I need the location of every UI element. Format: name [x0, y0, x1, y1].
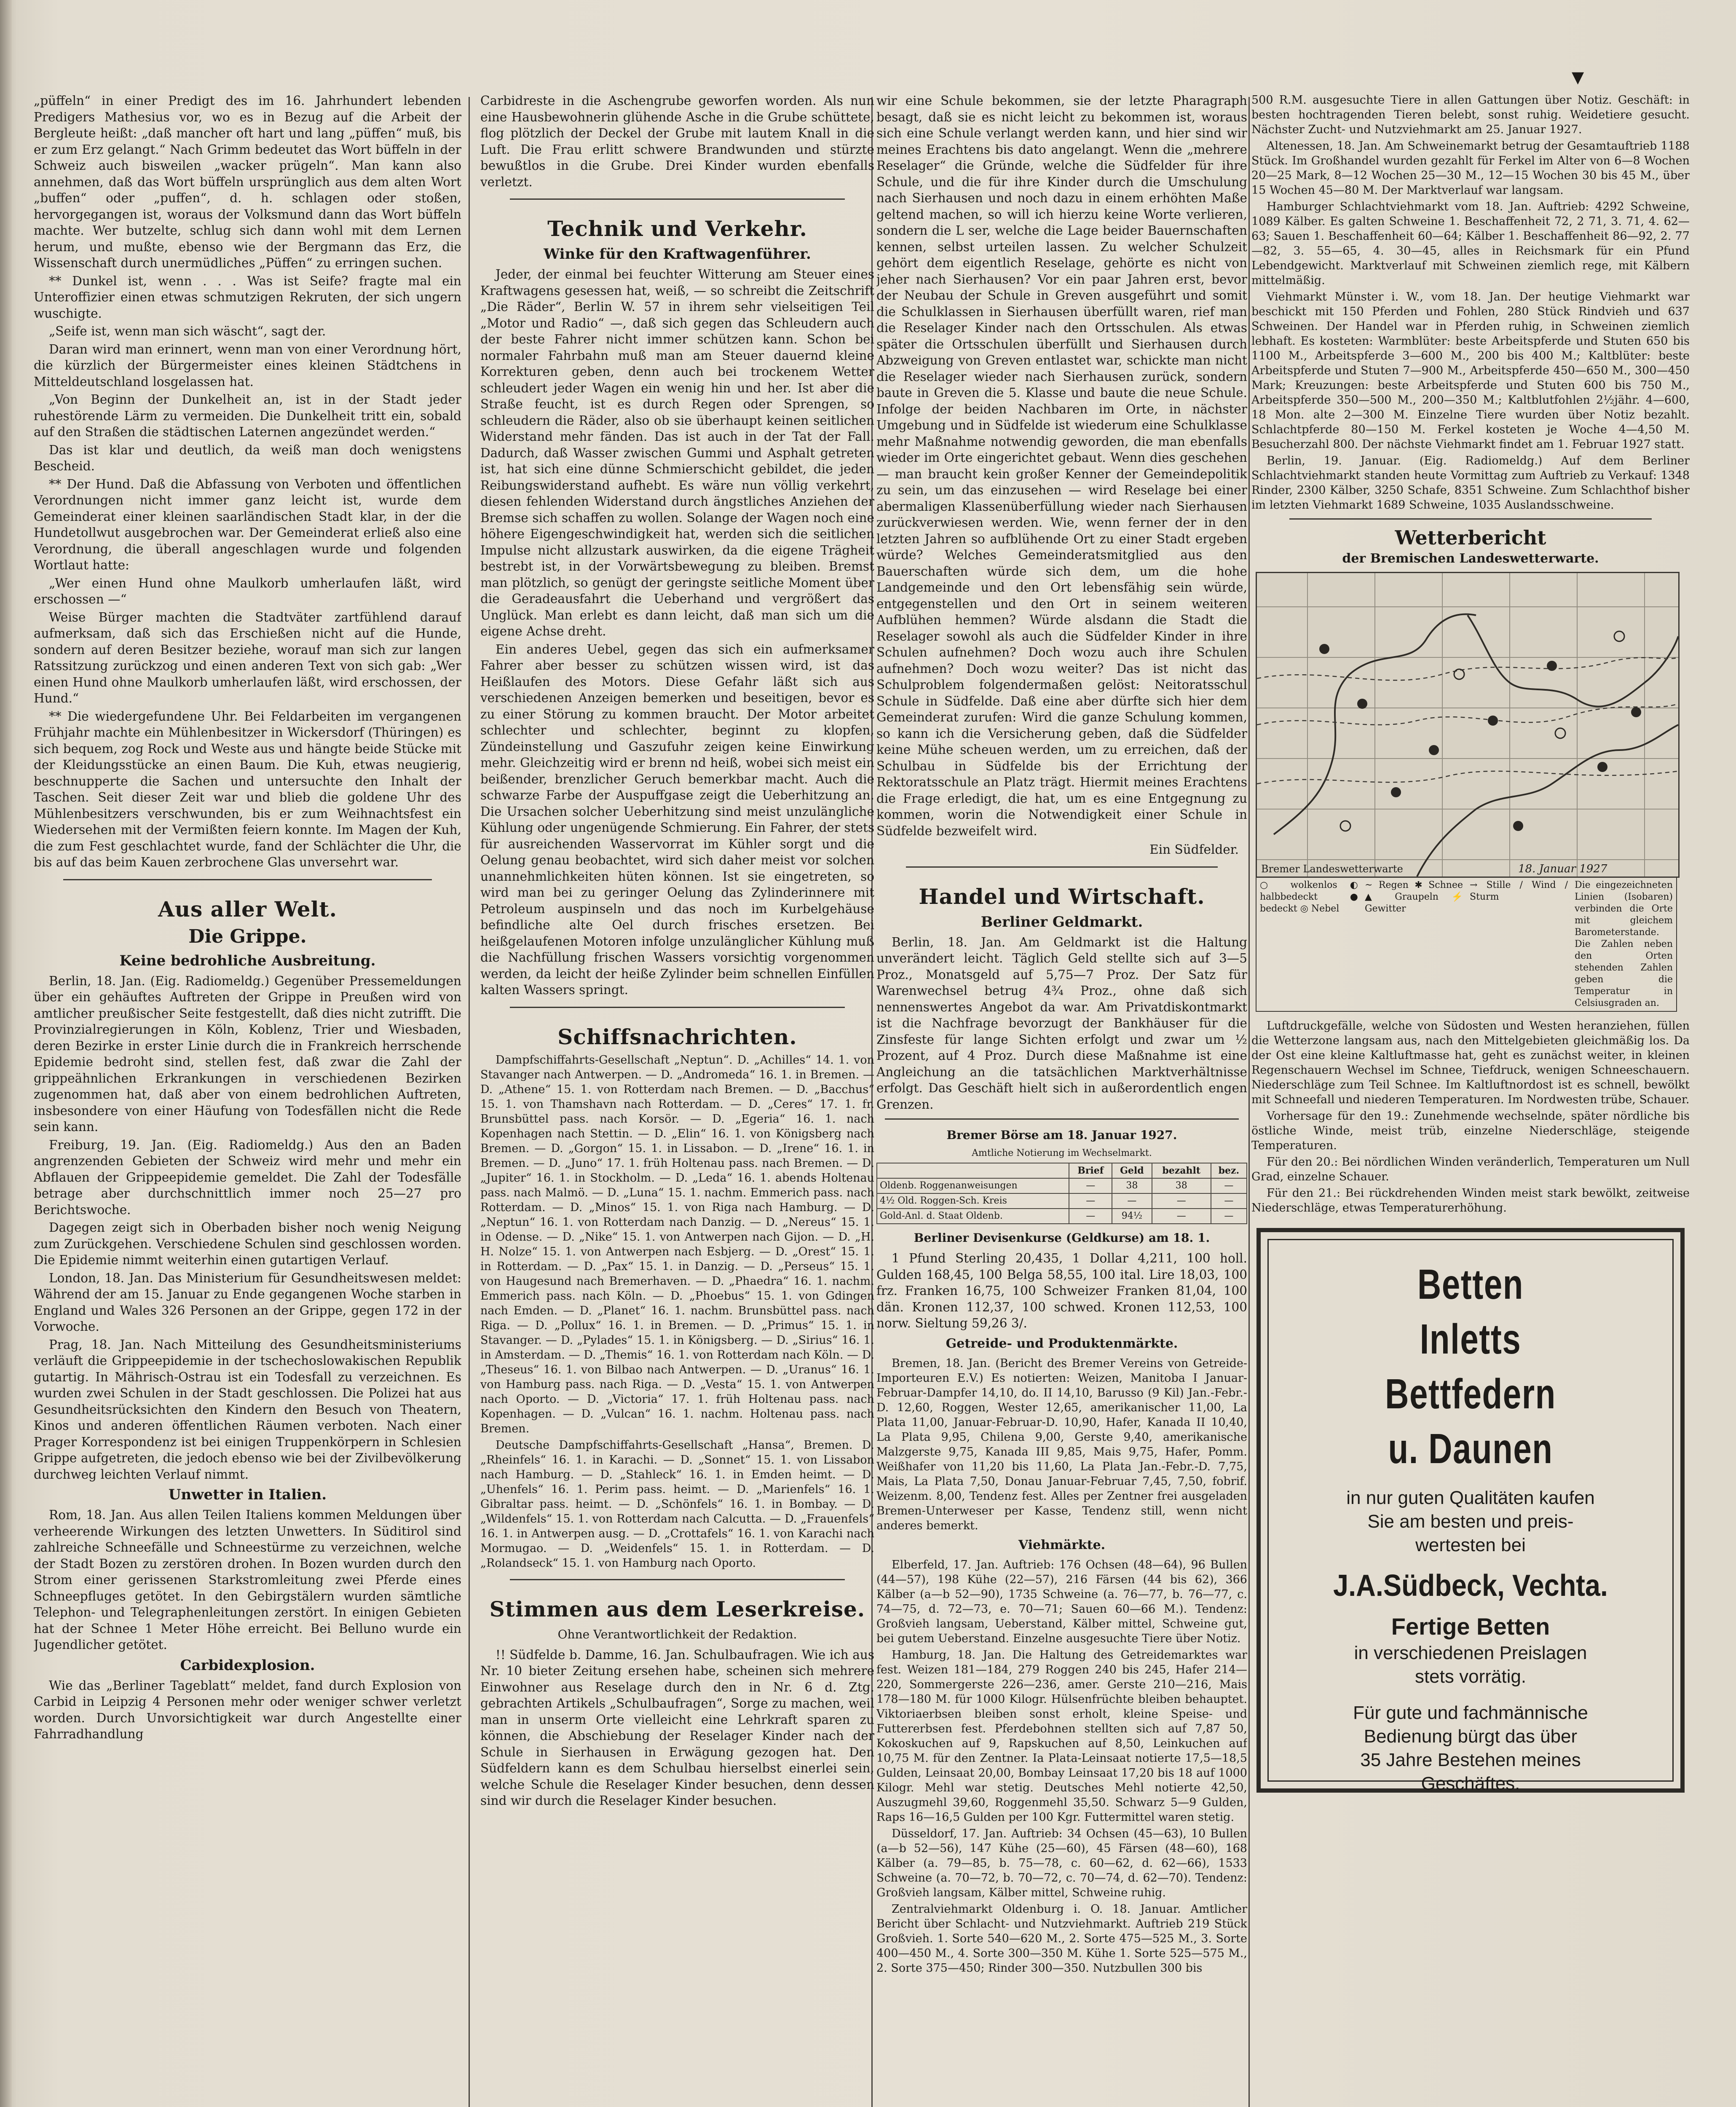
column-2: [480, 93, 874, 2107]
column-4: [1251, 93, 1690, 2107]
table-cell: 4½ Old. Roggen-Sch. Kreis: [877, 1193, 1069, 1209]
article-paragraph: Düsseldorf, 17. Jan. Auftrieb: 34 Ochsen (45—63), 10 Bullen (a—b 52—56), 147 Kühe (25—60), 45 Färsen (48—60), 168 Kälber (a. 79—85, b. 75—78, c. 60—62, d. 62—66), 1533 Schweine (a. 70—72, b. 70—72, c. 70—74, d. 62—70). Tendenz: Großvieh langsam, Kälber mittel, Schweine ruhig.: [876, 1827, 1247, 1899]
table-header: bez.: [1211, 1163, 1247, 1178]
table-note: Amtliche Notierung im Wechselmarkt.: [972, 1148, 1152, 1158]
article-heading: Berliner Geldmarkt.: [981, 913, 1143, 930]
article-paragraph: 500 R.M. ausgesuchte Tiere in allen Gattungen über Notiz. Geschäft: in besten hochtragenden Tieren belebt, sonst ruhig. Weidetiere gesucht. Nächster Zucht- und Nutzviehmarkt am 25. Januar 1927.: [1251, 94, 1690, 136]
legend-entry: Die eingezeichneten Linien (Isobaren) verbinden die Orte mit gleichem Barometerstande. Die Zahlen neben den Orten stehenden Zahlen geben die Temperatur in Celsiusgraden an.: [1575, 880, 1673, 1008]
article-paragraph: Luftdruckgefälle, welche von Südosten und Westen heranziehen, füllen die Wetterzone langsam aus, nach den Mittelgebieten gleichmäßig los. Da der Ost eine kleine Kaltluftmasse hat, geht es zunächst weiter, in kleinen Regenschauern Wechsel im Schnee, Tiefdruck, wenigen Schneeschauern. Niederschläge zum Teil Schnee. Im Kaltluftnordost ist es schnell, bewölkt mit Schneefall und niederen Temperaturen. Im Nordwesten trübe, Schauer.: [1251, 1019, 1690, 1106]
table-cell: 38: [1152, 1178, 1211, 1193]
table-title: Bremer Börse am 18. Januar 1927.: [946, 1128, 1177, 1142]
table-header: Brief: [1069, 1163, 1112, 1178]
article-paragraph: Freiburg, 19. Jan. (Eig. Radiomeldg.) Aus den an Baden angrenzenden Gebieten der Schweiz wird mehr und mehr ein Abflauen der Grippeepidemie gemeldet. Die Zahl der Todesfälle betrage aber durchschnittlich immer noch 25—27 pro Berichtswoche.: [34, 1137, 461, 1217]
column-3: [876, 93, 1247, 2107]
table-cell: Gold-Anl. d. Staat Oldenb.: [877, 1209, 1069, 1224]
column-rule: [1248, 97, 1250, 2107]
article-paragraph: 1 Pfund Sterling 20,435, 1 Dollar 4,211, 100 holl. Gulden 168,45, 100 Belga 58,55, 100 ital. Lire 18,03, 100 frz. Franken 16,75, 100 Schweizer Franken 81,04, 100 dän. Kronen 112,37, 100 schwed. Kronen 112,53, 100 norw. Sieltung 59,26 3/.: [876, 1251, 1247, 1330]
page-mark: ▼: [1572, 67, 1584, 86]
section-heading: Handel und Wirtschaft.: [919, 884, 1205, 909]
table-header: Geld: [1112, 1163, 1152, 1178]
section-heading: Schiffsnachrichten.: [557, 1024, 797, 1049]
section-divider: [885, 1118, 1239, 1120]
article-paragraph: „Von Beginn der Dunkelheit an, ist in der Stadt jeder ruhestörende Lärm zu vermeiden. Die Dunkelheit tritt ein, sobald auf den Straßen die städtischen Laternen angezündet werden.“: [34, 392, 461, 439]
article-subheading: Winke für den Kraftwagenführer.: [544, 246, 811, 263]
column-rule: [469, 97, 470, 2107]
table-cell: —: [1211, 1209, 1247, 1224]
article-paragraph: London, 18. Jan. Das Ministerium für Gesundheitswesen meldet: Während der am 15. Januar zu Ende gegangenen Woche starben in England und Wales 326 Personen an der Grippe, gegen 172 in der Vorwoche.: [34, 1271, 461, 1334]
boerse-table: [876, 1163, 1247, 1224]
weather-subtitle: der Bremischen Landeswetterwarte.: [1342, 551, 1599, 566]
article-heading: Carbidexplosion.: [180, 1657, 315, 1674]
ad-text: in nur guten Qualitäten kaufen: [1346, 1488, 1595, 1508]
ad-text: in verschiedenen Preislagen: [1354, 1643, 1587, 1663]
article-heading: Getreide- und Produktenmärkte.: [946, 1336, 1178, 1351]
table-cell: —: [1211, 1178, 1247, 1193]
article-paragraph: Rom, 18. Jan. Aus allen Teilen Italiens kommen Meldungen über verheerende Wirkungen des letzten Unwetters. In Süditirol sind zahlreiche Schneefälle und Schneestürme zu verzeichnen, welche der Stadt Bozen zu zerstören drohen. In Bozen wurden durch den Strom einer gerissenen Starkstromleitung zwei Pferde eines Schneepfluges getötet. In den Gebirgstälern wurden sämtliche Telephon- und Telegraphenleitungen zerstört. In einigen Gebieten hat der Schnee 1 Meter Höhe erreicht. Bei Belluno wurde ein Jugendlicher getötet.: [34, 1508, 461, 1652]
table-cell: —: [1152, 1193, 1211, 1209]
section-divider: [510, 1007, 845, 1008]
article-paragraph: Hamburger Schlachtviehmarkt vom 18. Jan. Auftrieb: 4292 Schweine, 1089 Kälber. Es galten Schweine 1. Beschaffenheit 72, 2 71, 3. 71, 4. 62—63; Sauen 1. Beschaffenheit 60—64; Kälber 1. Beschaffenheit 86—92, 2. 77—82, 3. 55—65, 4. 30—45, alles in Reichsmark für ein Pfund Lebendgewicht. Marktverlauf mit Schweinen ziemlich rege, mit Kälbern mittelmäßig.: [1251, 200, 1690, 287]
table-cell: —: [1069, 1193, 1112, 1209]
article-paragraph: Berlin, 18. Jan. (Eig. Radiomeldg.) Gegenüber Pressemeldungen über ein gehäuftes Auftreten der Grippe in Preußen wird von amtlicher preußischer Seite festgestellt, daß dies nicht zutrifft. Die Provinzialregierungen in Köln, Koblenz, Trier und Wiesbaden, deren Bezirke in erster Linie durch die in Frankreich herrschende Epidemie bedroht sind, stellen fest, daß zwar die Zahl der grippeähnlichen Erkrankungen in verschiedenen Bezirken zugenommen hat, daß aber von einem bedrohlichen Auftreten, insbesondere von einer Häufung von Todesfällen nicht die Rede sein kann.: [34, 973, 461, 1134]
article-heading: Viehmärkte.: [1018, 1537, 1106, 1552]
table-header-row: [877, 1163, 1247, 1178]
article-paragraph: Dagegen zeigt sich in Oberbaden bisher noch wenig Neigung zum Zurückgehen. Verschiedene Schulen sind geschlossen worden. Die Epidemie nimmt weiterhin einen gutartigen Verlauf.: [34, 1220, 461, 1267]
article-paragraph: Das ist klar und deutlich, da weiß man doch wenigstens Bescheid.: [34, 442, 461, 473]
section-heading: Technik und Verkehr.: [547, 216, 807, 241]
article-paragraph: Hamburg, 18. Jan. Die Haltung des Getreidemarktes war fest. Weizen 181—184, 279 Roggen 240 bis 245, Hafer 214—220, Sommergerste 226—236, amer. Gerste 210—216, Mais 178—180 M. für 1000 Kilogr. Hülsenfrüchte bleiben behauptet. Viktoriaerbsen bleiben sonst erholt, kleine Speise- und Futtererbsen fest. Pferdebohnen stellten sich auf 7,87 50, Kokoskuchen auf 9, Rapskuchen auf 8,50, Leinkuchen auf 10,75 M. für den Zentner. Ia Plata-Leinsaat notierte 17,5—18,5 Gulden, Leinsaat 20,00, Bombay Leinsaat 17,20 bis 18 auf 1000 Kilogr. Mehl war stetig. Deutsches Mehl notierte 42,50, Auszugmehl 39,60, Roggenmehl 35,50. Schwarz 5—9 Gulden, Raps 16—16,5 Gulden per 100 Kgr. Futtermittel waren stetig.: [876, 1648, 1247, 1824]
article-heading: Berliner Devisenkurse (Geldkurse) am 18. 1.: [914, 1231, 1210, 1245]
article-paragraph: „Seife ist, wenn man sich wäscht“, sagt der.: [49, 324, 326, 338]
article-paragraph: ** Der Hund. Daß die Abfassung von Verboten und öffentlichen Verordnungen nicht immer ganz leicht ist, wurde dem Gemeinderat einer kleinen saarländischen Stadt klar, in der die Hundetollwut ausgebrochen war. Der Gemeinderat erließ also eine Verordnung, die überall angeschlagen wurde und folgenden Wortlaut hatte:: [34, 477, 461, 572]
table-cell: —: [1112, 1193, 1152, 1209]
article-subheading: Ohne Verantwortlichkeit der Redaktion.: [557, 1627, 797, 1641]
article-paragraph: ** Die wiedergefundene Uhr. Bei Feldarbeiten im vergangenen Frühjahr machte ein Mühlenbesitzer in Wickersdorf (Thüringen) es sich bequem, zog Rock und Weste aus und hängte beide Stücke mit der Kleidungsstücke an einen Baum. Die Kuh, etwas neugierig, beschnupperte die Sachen und untersuchte den Inhalt der Taschen. Seit dieser Zeit war und blieb die goldene Uhr des Mühlenbesitzers verschwunden, bis er zum Weihnachtsfest ein Wiedersehen mit der Vermißten feiern konnte. Im Magen der Kuh, die zum Fest geschlachtet wurde, fand der Schlächter die Uhr, die bis auf das beim Kauen zerbrochene Glas unversehrt war.: [34, 709, 461, 869]
article-paragraph: Wie das „Berliner Tageblatt“ meldet, fand durch Explosion von Carbid in Leipzig 4 Personen mehr oder weniger schwer verletzt worden. Durch Unvorsichtigkeit war durch Angestellte einer Fahrradhandlung: [34, 1678, 461, 1741]
ad-headline: Inletts: [1420, 1316, 1522, 1363]
section-divider: [510, 1579, 845, 1580]
weather-map: [1256, 572, 1680, 878]
table-cell: —: [1152, 1209, 1211, 1224]
ad-text: Fertige Betten: [1391, 1613, 1550, 1640]
table-row: [877, 1178, 1247, 1193]
table-cell: —: [1069, 1178, 1112, 1193]
article-paragraph: Viehmarkt Münster i. W., vom 18. Jan. Der heutige Viehmarkt war beschickt mit 150 Pferden und Fohlen, 280 Stück Rindvieh und 637 Schweinen. Der Handel war in Pferden ruhig, in Schweinen ziemlich lebhaft. Es kosteten: Warmblüter: beste Arbeitspferde und Stuten 650 bis 1100 M., Arbeitspferde 3—600 M., 200 bis 400 M.; Kaltblüter: beste Arbeitspferde und Stuten 7—900 M., Arbeitspferde 450—650 M., 300—450 Mark; Kreuzungen: beste Arbeitspferde und Stuten 600 bis 750 M., Arbeitspferde 350—500 M., 200—350 M.; Kaltblutfohlen 2½jähr. 4—600, 18 Mon. alte 2—300 M. Einzelne Tiere wurden über Notiz bezahlt. Schlachtpferde 80—150 M. Ferkel kosteten je Woche 4—4,50 M. Besucherzahl 800. Der nächste Viehmarkt findet am 1. Februar 1927 statt.: [1251, 290, 1690, 451]
article-heading: Die Grippe.: [188, 925, 307, 947]
weather-map-drawing: [1257, 573, 1678, 877]
article-paragraph: Jeder, der einmal bei feuchter Witterung am Steuer eines Kraftwagens gesessen hat, weiß, — so schreibt die Zeitschrift „Die Räder“, Berlin W. 57 in ihrem sehr vielseitigen Teil „Motor und Radio“ —, daß sich gegen das Schleudern auch der beste Fahrer nicht immer schützen kann. Schon bei normaler Fahrbahn muß man am Steuer dauernd kleine Korrekturen geben, denn auch bei trockenem Wetter schleudert jeder Wagen ein wenig hin und her. Ist aber die Straße feucht, ist es durch Regen oder Sprengen, so schleudern die Räder, also ob sie überhaupt keinen seitlichen Widerstand mehr fänden. Das ist auch in der Tat der Fall. Dadurch, daß Wasser zwischen Gummi und Asphalt getreten ist, hat sich eine dünne Schmierschicht gebildet, die jeden Reibungswiderstand aufhebt. Es wäre nun völlig verkehrt, diesen fehlenden Widerstand durch ängstliches Anziehen der Bremse sich schaffen zu wollen. Solange der Wagen noch eine höhere Eigengeschwindigkeit hat, werden sich die seitlichen Impulse nicht allzustark auswirken, da die eigene Trägheit bestrebt ist, in der Vorwärtsbewegung zu bleiben. Bremst man plötzlich, so genügt der geringste seitliche Moment über die Geradeausfahrt die Ueberhand und vergrößert das Unglück. Man erlebt es dann leicht, daß man sich um die eigene Achse dreht.: [480, 267, 874, 638]
table-header: bezahlt: [1152, 1163, 1211, 1178]
table-cell: 94½: [1112, 1209, 1152, 1224]
ad-headline: Betten: [1417, 1261, 1524, 1308]
article-paragraph: Elberfeld, 17. Jan. Auftrieb: 176 Ochsen (48—64), 96 Bullen (44—57), 198 Kühe (22—57), 216 Färsen (44 bis 62), 366 Kälber (a—b 52—90), 1735 Schweine (a. 76—77, b. 76—77, c. 74—75, d. 72—73, e. 70—71; Sauen 60—66 M.). Tendenz: Großvieh langsam, Ueberstand, Kälber mittel, Schweine gut, bei gutem Ueberstand. Einzelne ausgesuchte Tiere über Notiz.: [876, 1558, 1247, 1645]
table-header: [877, 1163, 1069, 1178]
article-paragraph: „Wer einen Hund ohne Maulkorb umherlaufen läßt, wird erschossen —“: [34, 576, 461, 606]
ad-headline: Bettfedern: [1385, 1370, 1556, 1418]
article-paragraph: Vorhersage für den 19.: Zunehmende wechselnde, später nördliche bis östliche Winde, meist trüb, einzelne Niederschläge, steigende Temperaturen.: [1251, 1110, 1690, 1152]
table-cell: —: [1211, 1193, 1247, 1209]
table-cell: Oldenb. Roggenanweisungen: [877, 1178, 1069, 1193]
ad-company: J.A.Südbeck, Vechta.: [1333, 1569, 1608, 1603]
article-paragraph: Berlin, 19. Januar. (Eig. Radiomeldg.) Auf dem Berliner Schlachtviehmarkt standen heute Vormittag zum Auftrieb zu Verkauf: 1348 Rinder, 2300 Kälber, 3250 Schafe, 8351 Schweine. Zum Schlachthof bisher im letzten Viehmarkt 1689 Schweine, 1035 Auslandsschweine.: [1251, 454, 1690, 512]
map-date: 18. Januar 1927: [1518, 863, 1607, 875]
signature: Ein Südfelder.: [1149, 842, 1239, 857]
column-1: [34, 93, 461, 2107]
legend-entry: ○ wolkenlos ◐ halbbedeckt ● bedeckt ◎ Nebel: [1260, 880, 1358, 914]
table-cell: —: [1069, 1209, 1112, 1224]
map-label: Bremer Landeswetterwarte: [1261, 863, 1403, 875]
article-paragraph: Prag, 18. Jan. Nach Mitteilung des Gesundheitsministeriums verläuft die Grippeepidemie in der tschechoslowakischen Republik gutartig. In Mährisch-Ostrau ist ein Todesfall zu verzeichnen. Es wurden zwei Schulen in der Stadt geschlossen. Die Polizei hat aus Gesundheitsrücksichten den Kindern den Besuch von Theatern, Kinos und anderen öffentlichen Räumen verboten. Nach einer Prager Korrespondenz ist bei einigen Truppenkörpern in Schlesien Grippe aufgetreten, die jedoch ebenso wie bei der Zivilbevölkerung durchweg leichten Verlauf nimmt.: [34, 1337, 461, 1482]
section-divider: [1289, 518, 1652, 520]
table-row: [877, 1193, 1247, 1209]
article-paragraph: wir eine Schule bekommen, sie der letzte Pharagraph besagt, daß sie es nicht leicht zu bekommen ist, woraus sich eine Schule verlangt werden kann, und hier sind wir meines Erachtens bis dato angelangt. Wenn die „mehrere Reselager“ die Gründe, welche die Südfelder für ihre Schule, und die für ihre Kinder durch die Umschulung nach Sierhausen und noch dazu in einem erhöhten Maße geltend machen, so will ich hierzu keine Worte verlieren, sondern die L ser, welche die Lage beider Bauernschaften kennen, selbst urteilen lassen. Zu welcher Schulzeit gehört dem eigentlich Reselage, gehörte es nicht von jeher nach Sierhausen? Vor ein paar Jahren erst, bevor der Neubau der Schule in Greven ausgeführt und somit die Schulklassen in Sierhausen überfüllt waren, rief man die Reselager Kinder nach den Ortsschulen. Als etwas später die Ortsschulen überfüllt und Sierhausen durch Abzweigung von Greven entlastet war, schickte man nicht die Reselager wieder nach Sierhausen zurück, sondern baute in Greven die 5. Klasse und baute die neue Schule. Infolge der beiden Nachbaren im Orte, in nächster Umgebung und in Südfelde ist wiederum eine Schulklasse mehr Maßnahme notwendig geworden, die man ebenfalls wieder im Orte eingerichtet gebaut. Wenn dies geschehen — man braucht kein großer Kenner der Gemeindepolitik zu sein, um das einzusehen — wird Reselage bei einer abermaligen Klassenüberfüllung wieder nach Sierhausen zurückverwiesen werden. Wie, wenn ferner der in den letzten Jahren so aufblühende Ort zu einer Stadt ergeben würde? Welches Gemeinderatsmitglied aus den Bauerschaften würde sich dem, um die hohe Landgemeinde und den Ort lebensfähig sein würde, entgegenstellen und den Ort in seinem weiteren Aufblühen hemmen? Würde alsdann die Stadt die Reselager sowohl als auch die Südfelder Kinder in ihre Schulen aufnehmen? Doch wozu auch ihre Schulen aufnehmen? Doch wozu weiter? Das ist nicht das Schulproblem folgendermaßen gelöst: Neitoratsschul Schule in Südfelde. Daß eine aber dürfte sich hier dem Gemeinderat zurufen: Wird die ganze Schulung kommen, so kann ich die Versicherung geben, daß die Südfelder keine Mühe scheuen werden, um zu erreichen, daß der Schulbau in Südfelde bis der Errichtung der Rektoratsschule an Platz trägt. Hiermit meines Erachtens die Frage erledigt, die hat, um es eine Entgegnung zu kommen, worin die Notwendigkeit einer Schule in Südfelde bezweifelt wird.: [876, 94, 1247, 838]
table-cell: 38: [1112, 1178, 1152, 1193]
weather-map-legend: [1256, 878, 1677, 1012]
article-paragraph: Berlin, 18. Jan. Am Geldmarkt ist die Haltung unverändert leicht. Täglich Geld stellte sich auf 3—5 Proz., Monatsgeld auf 5,75—7 Proz. Der Satz für Warenwechsel betrug 4¾ Proz., ohne daß sich nennenswertes Angebot da war. Am Privatdiskontmarkt ist die Nachfrage bevorzugt der Bankhäuser für die Zinsfeste für lange Sichten erfolgt und zwar um ½ Prozent, auf 4 Proz. Durch diese Maßnahme ist eine Angleichung an die tatsächlichen Marktverhältnisse erfolgt. Das Geschäft hielt sich in außerordentlich engen Grenzen.: [876, 935, 1247, 1112]
article-paragraph: Altenessen, 18. Jan. Am Schweinemarkt betrug der Gesamtauftrieb 1188 Stück. Im Großhandel wurden gezahlt für Ferkel im Alter von 6—8 Wochen 20—25 Mark, 8—12 Wochen 25—30 M., 12—15 Wochen 30 bis 45 M., über 15 Wochen 45—80 M. Der Marktverlauf war langsam.: [1251, 139, 1690, 197]
article-paragraph: Für den 21.: Bei rückdrehenden Winden meist stark bewölkt, zeitweise Niederschläge, etwas Temperaturerhöhung.: [1251, 1187, 1690, 1214]
section-heading: Stimmen aus dem Leserkreise.: [489, 1596, 865, 1622]
advertisement: [1256, 1228, 1685, 1793]
article-paragraph: Zentralviehmarkt Oldenburg i. O. 18. Januar. Amtlicher Bericht über Schlacht- und Nutzviehmarkt. Auftrieb 219 Stück Großvieh. 1. Sorte 540—620 M., 2. Sorte 475—525 M., 3. Sorte 400—450 M., 4. Sorte 300—350 M. Kühe 1. Sorte 525—575 M., 2. Sorte 375—450; Rinder 300—350. Nutzbullen 300 bis: [876, 1902, 1247, 1975]
ad-text: stets vorrätig.: [1415, 1666, 1527, 1687]
weather-report: [1256, 518, 1685, 1012]
ad-text: Geschäftes.: [1421, 1773, 1520, 1794]
article-paragraph: „püffeln“ in einer Predigt des im 16. Jahrhundert lebenden Predigers Mathesius vor, wo es in Bezug auf die Arbeit der Bergleute heißt: „daß mancher oft hart und lang „püffen“ muß, bis er zum Erz gelangt.“ Nach Grimm bedeutet das Wort büffeln in der Schweiz auch bisweilen „wacker prügeln“. Man kann also annehmen, daß das Wort büffeln ursprünglich aus dem alten Wort „buffen“ oder „puffen“, d. h. schlagen oder stoßen, hervorgegangen ist, woraus der Volksmund dann das Wort büffeln machte. Wer butzelte, schlug sich dann wohl mit dem Lernen herum, und mußte, ebenso wie der Bergmann das Erz, die Wissenschaft durch unermüdliches „Püffen“ zu erringen suchen.: [34, 94, 461, 270]
table-row: [877, 1209, 1247, 1224]
article-paragraph: Ein anderes Uebel, gegen das sich ein aufmerksamer Fahrer aber besser zu schützen wissen wird, ist das Heißlaufen des Motors. Diese Gefahr läßt sich aus verschiedenen Anzeigen bemerken und beseitigen, bevor es zu einer Störung zu kommen braucht. Der Motor arbeitet schlechter und schlechter, beginnt zu klopfen, Zündeinstellung und Gaszufuhr zeigen keine Einwirkung mehr. Gleichzeitig wird er brenn nd heiß, wobei sich meist ein beißender, brenzlicher Geruch bemerkbar macht. Auch die schwarze Farbe der Auspuffgase zeigt die Ueberhitzung an. Die Ursachen solcher Ueberhitzung sind meist unzulängliche Kühlung oder ungenügende Schmierung. Ein Fahrer, der stets für ausreichenden Wasservorrat im Kühler sorgt und die Oelung genau beobachtet, wird sich daher meist vor solchen unannehmlichkeiten hüten können. Ist sie eingetreten, so wird man bei zu geringer Oelung das Zylinderinnere mit Petroleum auspinseln und das noch im Kurbelgehäuse befindliche alte Oel durch frisches ersetzen. Bei heißgelaufenen Motoren infolge unzulänglicher Kühlung muß die Nachfüllung frischen Wassers vorsichtig vorgenommen werden, da leicht der heiße Zylinder beim schnellen Einfüllen kalten Wassers springt.: [480, 642, 874, 997]
section-divider: [510, 198, 845, 200]
article-paragraph: Carbidreste in die Aschengrube geworfen worden. Als nun eine Hausbewohnerin glühende Asche in die Grube schüttete, flog plötzlich der Deckel der Grube mit lautem Knall in die Luft. Die Frau erlitt schwere Brandwunden und stürzte bewußtlos in die Grube. Drei Kinder wurden ebenfalls verletzt.: [480, 94, 874, 189]
ad-text: Bedienung bürgt das über: [1364, 1726, 1578, 1747]
article-subheading: Keine bedrohliche Ausbreitung.: [119, 952, 376, 969]
article-paragraph: ** Dunkel ist, wenn . . . Was ist Seife? fragte mal ein Unteroffizier einen etwas schmutzigen Rekruten, der sich ungern wuschigte.: [34, 273, 461, 321]
ad-text: wertesten bei: [1415, 1535, 1526, 1555]
article-paragraph: Dampfschiffahrts-Gesellschaft „Neptun“. D. „Achilles“ 14. 1. von Stavanger nach Antwerpen. — D. „Andromeda“ 16. 1. in Bremen. — D. „Athene“ 15. 1. von Rotterdam nach Bremen. — D. „Bacchus“ 15. 1. von Thamshavn nach Rotterdam. — D. „Ceres“ 17. 1. fr. Brunsbüttel pass. nach Korsör. — D. „Egeria“ 16. 1. nach Kopenhagen nach Stettin. — D. „Elin“ 16. 1. von Königsberg nach Bremen. — D. „Gorgon“ 15. 1. in Lissabon. — D. „Irene“ 16. 1. in Bremen. — D. „Juno“ 17. 1. früh Holtenau pass. nach Bremen. — D. „Jupiter“ 16. 1. in Stockholm. — D. „Leda“ 16. 1. abends Holtenau pass. nach Malmö. — D. „Luna“ 15. 1. nachm. Emmerich pass. nach Rotterdam. — D. „Minos“ 15. 1. von Riga nach Hamburg. — D. „Neptun“ 16. 1. von Rotterdam nach Danzig. — D. „Nereus“ 15. 1. in Odense. — D. „Nike“ 15. 1. von Antwerpen nach Gijon. — D. „H. H. Nolze“ 15. 1. von Antwerpen nach Esbjerg. — D. „Orest“ 15. 1. in Rotterdam. — D. „Pax“ 15. 1. in Danzig. — D. „Perseus“ 15. 1. von Haugesund nach Bremerhaven. — D. „Phaedra“ 16. 1. nachm. Emmerich pass. nach Köln. — D. „Phoebus“ 15. 1. von Gdingen nach Emden. — D. „Planet“ 16. 1. nachm. Brunsbüttel pass. nach Riga. — D. „Pollux“ 16. 1. in Bremen. — D. „Primus“ 15. 1. in Stavanger. — D. „Pylades“ 15. 1. in Königsberg. — D. „Sirius“ 16. 1. in Amsterdam. — D. „Themis“ 16. 1. von Rotterdam nach Köln. — D. „Theseus“ 16. 1. von Bilbao nach Antwerpen. — D. „Uranus“ 16. 1. von Hamburg pass. nach Riga. — D. „Vesta“ 15. 1. von Antwerpen nach Oporto. — D. „Victoria“ 17. 1. früh Holtenau pass. nach Kopenhagen. — D. „Vulcan“ 16. 1. nachm. Holtenau pass. nach Bremen.: [480, 1053, 874, 1435]
section-divider: [906, 866, 1218, 868]
article-paragraph: !! Südfelde b. Damme, 16. Jan. Schulbaufragen. Wie ich aus Nr. 10 bieter Zeitung ersehen habe, scheinen sich mehrere Einwohner aus Reselage durch den in Nr. 6 d. Ztg. gebrachten Artikels „Schulbaufragen“, Sorge zu machen, weil man in unserm Orte vielleicht eine Lehrkraft sparen zu können, die Abschiebung der Reselager Kinder nach der Schule in Sierhausen in Erwägung gezogen hat. Den Südfeldern kann es dem Schulbau hierselbst einerlei sein, welche Schule die Reselager Kinder besuchen, denn dessen sind wir durch die Reselager Kinder besuchen.: [480, 1647, 874, 1808]
article-paragraph: Bremen, 18. Jan. (Bericht des Bremer Vereins von Getreide-Importeuren E.V.) Es notierten: Weizen, Manitoba I Januar-Februar-Dampfer 14,10, do. II 14,10, Barusso (9 Kil) Jan.-Febr.-D. 12,60, Roggen, Wester 12,65, amerikanischer 11,00, La Plata 11,00, Januar-Februar-D. 10,90, Hafer, Kanada II 10,40, La Plata 9,95, Chilena 9,00, Gerste 9,40, amerikanische Malzgerste 9,75, Kanada III 9,85, Mais 9,75, Hafer, Pomm. Weißhafer von 11,20 bis 11,60, La Plata Jan.-Febr.-D. 7,75, Mais, La Plata 7,50, Donau Januar-Februar 7,45, 7,50, fobrif. Weizenm. 8,00, Tendenz fest. Alles per Zentner frei ausgeladen Bremen-Unterweser per Kasse, Tendenz still, wenn nicht anderes bemerkt.: [876, 1356, 1247, 1532]
section-heading: Aus aller Welt.: [158, 896, 338, 922]
ad-text: 35 Jahre Bestehen meines: [1360, 1750, 1581, 1770]
ad-text: Für gute und fachmännische: [1353, 1702, 1588, 1723]
article-paragraph: Für den 20.: Bei nördlichen Winden veränderlich, Temperaturen um Null Grad, einzelne Schauer.: [1251, 1155, 1690, 1183]
advertisement-frame: [1267, 1239, 1674, 1794]
weather-title: Wetterbericht: [1395, 526, 1546, 549]
article-paragraph: Weise Bürger machten die Stadtväter zartfühlend darauf aufmerksam, daß sich das Erschießen nicht auf die Hunde, sondern auf deren Besitzer beziehe, worauf man sich zur langen Ratssitzung zurückzog und einen anderen Text von sich gab: „Wer einen Hund ohne Maulkorb umherlaufen läßt, wird erschossen, der Hund.“: [34, 610, 461, 705]
article-paragraph: Daran wird man erinnert, wenn man von einer Verordnung hört, die kürzlich der Bürgermeister eines kleinen Städtchens in Mitteldeutschland losgelassen hat.: [34, 342, 461, 389]
section-divider: [63, 879, 432, 880]
article-heading: Unwetter in Italien.: [168, 1486, 327, 1503]
legend-entry: → Stille / Wind / Sturm: [1470, 880, 1568, 902]
legend-entry: ~ Regen ✱ Schnee ▲ Graupeln ⚡ Gewitter: [1365, 880, 1463, 914]
article-paragraph: Deutsche Dampfschiffahrts-Gesellschaft „Hansa“, Bremen. D. „Rheinfels“ 16. 1. in Karachi. — D. „Sonnet“ 15. 1. von Lissabon nach Hamburg. — D. „Stahleck“ 16. 1. in Emden heimt. — D. „Uhenfels“ 16. 1. Perim pass. heimt. — D. „Marienfels“ 16. 1. Gibraltar pass. heimt. — D. „Schönfels“ 16. 1. in Bombay. — D. „Wildenfels“ 15. 1. von Rotterdam nach Calcutta. — D. „Frauenfels“ 16. 1. in Antwerpen ausg. — D. „Crottafels“ 16. 1. von Karachi nach Mormugao. — D. „Weidenfels“ 15. 1. in Rotterdam. — D. „Rolandseck“ 15. 1. von Hamburg nach Oporto.: [480, 1438, 874, 1570]
page-fold: [0, 0, 12, 2107]
ad-headline: u. Daunen: [1388, 1425, 1553, 1472]
ad-text: Sie am besten und preis-: [1367, 1511, 1574, 1532]
